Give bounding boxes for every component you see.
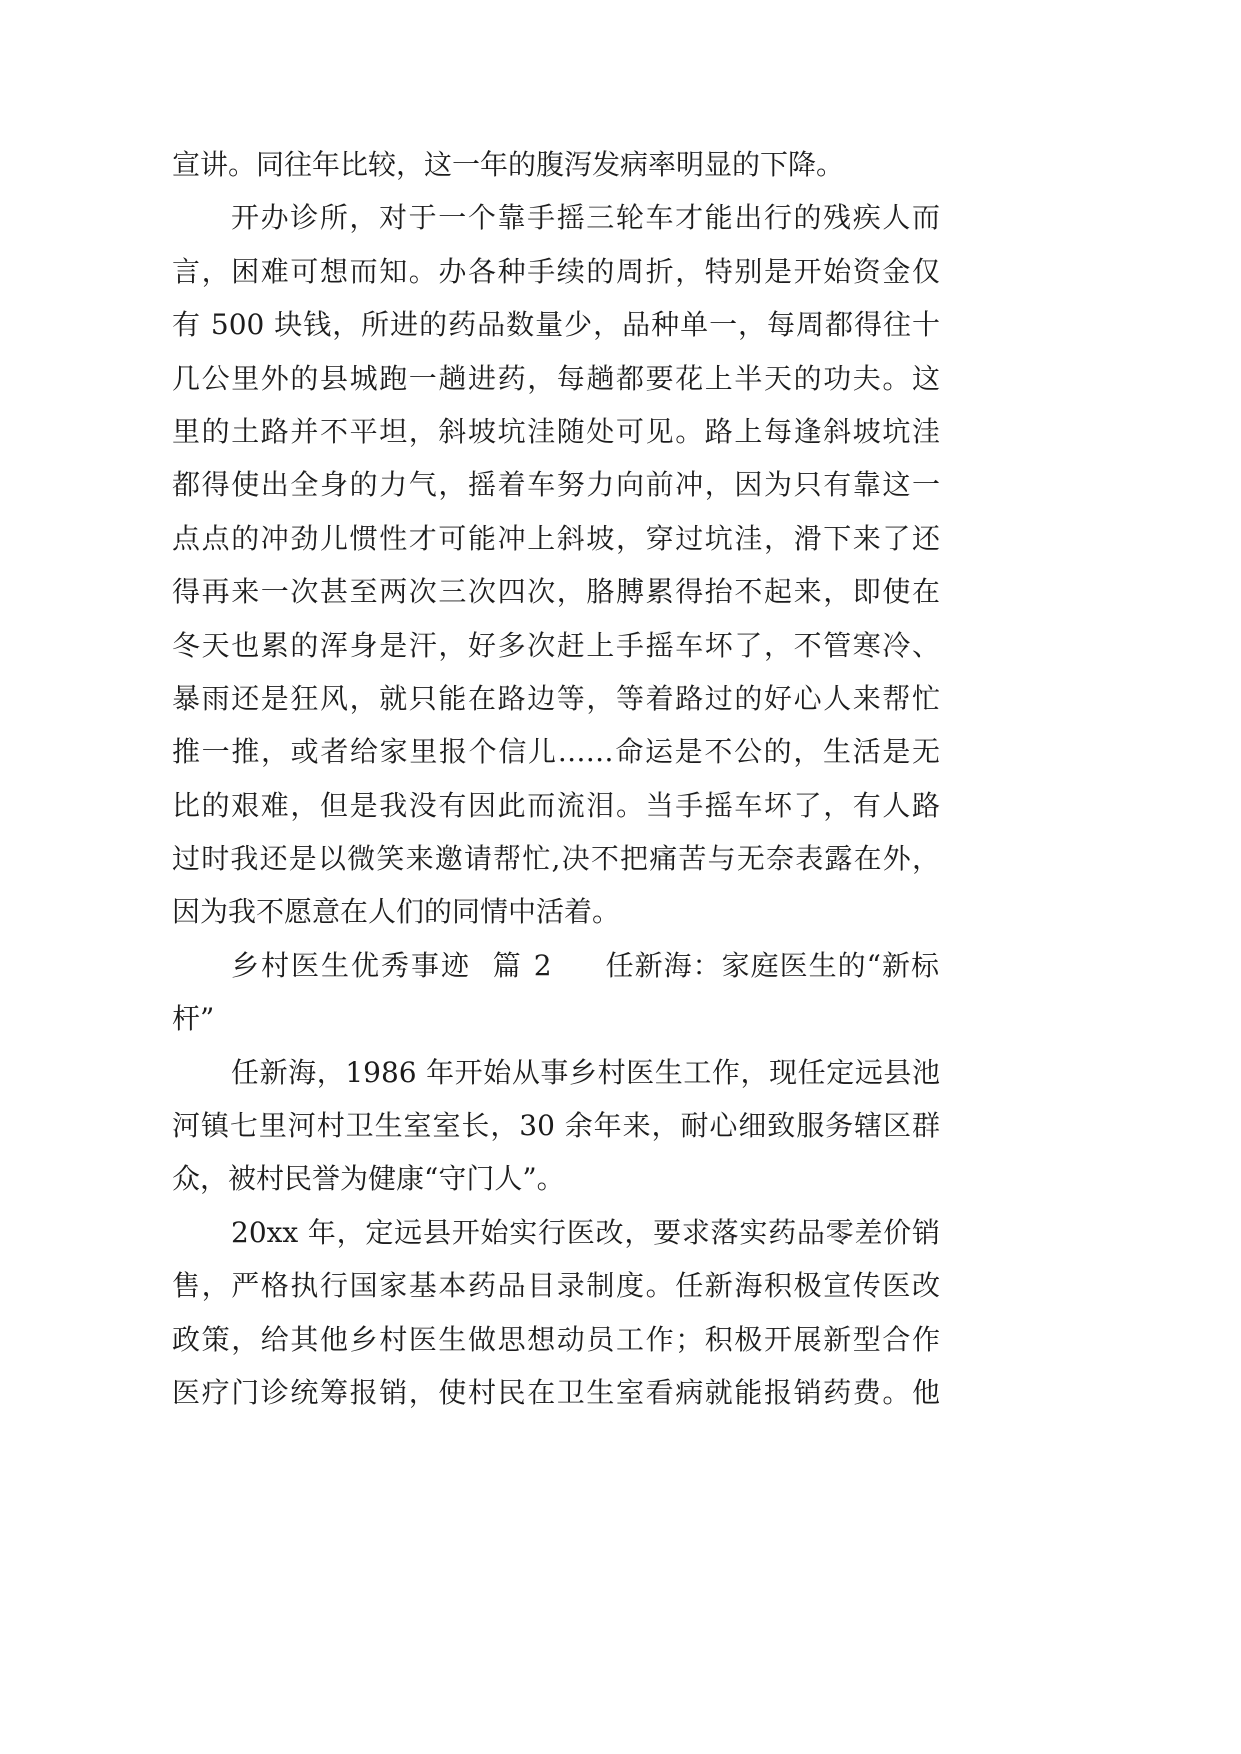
text-line: 20xx 年，定远县开始实行医改，要求落实药品零差价销 bbox=[231, 1215, 940, 1249]
text-line: 比的艰难，但是我没有因此而流泪。当手摇车坏了，有人路 bbox=[172, 788, 940, 822]
paragraph bbox=[172, 191, 940, 938]
text-line: 言，困难可想而知。办各种手续的周折，特别是开始资金仅 bbox=[172, 254, 940, 288]
heading-line bbox=[172, 939, 940, 992]
document-body bbox=[172, 138, 940, 1419]
text-line: 冬天也累的浑身是汗，好多次赶上手摇车坏了，不管寒冷、 bbox=[172, 628, 940, 662]
text-line: 任新海，1986 年开始从事乡村医生工作，现任定远县池 bbox=[231, 1055, 940, 1089]
section-heading bbox=[172, 939, 940, 1046]
text-line: 里的土路并不平坦，斜坡坑洼随处可见。路上每逢斜坡坑洼 bbox=[172, 414, 940, 448]
text-line: 有 500 块钱，所进的药品数量少，品种单一，每周都得往十 bbox=[172, 308, 940, 342]
text-line: 几公里外的县城跑一趟进药，每趟都要花上半天的功夫。这 bbox=[172, 361, 940, 395]
paragraph bbox=[172, 1206, 940, 1420]
text-line: 宣讲。同往年比较，这一年的腹泻发病率明显的下降。 bbox=[172, 148, 845, 181]
section-label: 乡村医生优秀事迹 篇 2 bbox=[231, 948, 554, 982]
text-line: 得再来一次甚至两次三次四次，胳膊累得抬不起来，即使在 bbox=[172, 575, 940, 609]
text-line: 过时我还是以微笑来邀请帮忙,决不把痛苦与无奈表露在外， bbox=[172, 842, 940, 876]
text-line: 河镇七里河村卫生室室长，30 余年来，耐心细致服务辖区群 bbox=[172, 1109, 940, 1143]
text-line: 点点的冲劲儿惯性才可能冲上斜坡，穿过坑洼，滑下来了还 bbox=[172, 521, 940, 555]
text-line: 暴雨还是狂风，就只能在路边等，等着路过的好心人来帮忙 bbox=[172, 681, 940, 715]
article-title: 任新海：家庭医生的“新标 bbox=[605, 948, 940, 982]
text-line: 推一推，或者给家里报个信儿……命运是不公的，生活是无 bbox=[172, 735, 940, 769]
paragraph bbox=[172, 138, 940, 191]
paragraph bbox=[172, 1046, 940, 1206]
text-line: 都得使出全身的力气，摇着车努力向前冲，因为只有靠这一 bbox=[172, 468, 940, 502]
article-title-continuation: 杆” bbox=[172, 1002, 215, 1036]
text-line: 因为我不愿意在人们的同情中活着。 bbox=[172, 895, 621, 929]
text-line: 医疗门诊统筹报销，使村民在卫生室看病就能报销药费。他 bbox=[172, 1375, 940, 1409]
text-line: 售，严格执行国家基本药品目录制度。任新海积极宣传医改 bbox=[172, 1269, 940, 1303]
text-line: 政策，给其他乡村医生做思想动员工作；积极开展新型合作 bbox=[172, 1322, 940, 1356]
text-line: 众，被村民誉为健康“守门人”。 bbox=[172, 1162, 565, 1196]
text-line: 开办诊所，对于一个靠手摇三轮车才能出行的残疾人而 bbox=[231, 201, 940, 235]
